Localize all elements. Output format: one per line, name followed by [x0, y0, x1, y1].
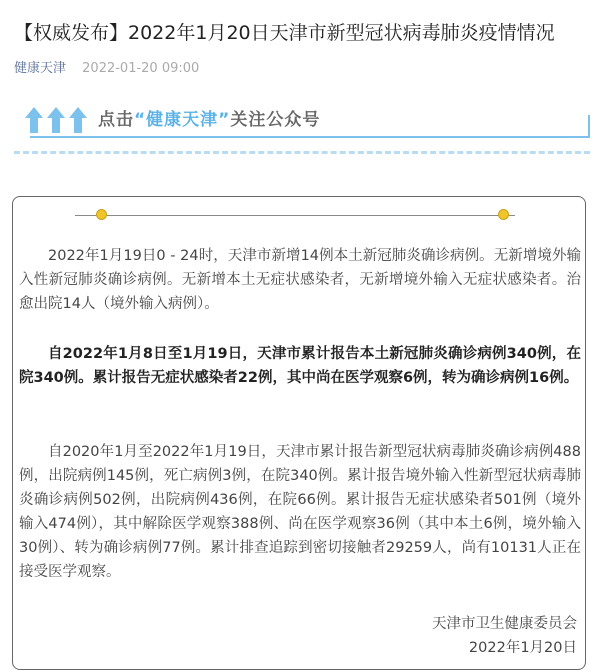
decorative-dot-left-icon: [96, 209, 107, 220]
article-title: 【权威发布】2022年1月20日天津市新型冠状病毒肺炎疫情情况: [14, 22, 555, 44]
banner-corner: [588, 115, 590, 138]
banner-underline: [30, 136, 590, 138]
signature-date: 2022年1月20日: [468, 640, 577, 656]
decorative-dot-right-icon: [498, 209, 509, 220]
signature: 天津市卫生健康委员会: [432, 616, 577, 632]
banner-text: [98, 109, 320, 131]
banner-prefix: 点击: [98, 110, 134, 130]
paragraph-daily: 2022年1月19日0 - 24时，天津市新增14例本土新冠肺炎确诊病例。无新增境外输入性新冠肺炎确诊病例。无新增本土无症状感染者，无新增境外输入无症状感染者。治愈出院14人（境外输入病例）。: [19, 248, 581, 312]
author-link[interactable]: 健康天津: [14, 61, 67, 76]
decorative-line: [75, 215, 515, 216]
banner-suffix: 关注公众号: [230, 110, 321, 130]
content-card: [12, 196, 586, 670]
up-arrows-icon: [24, 106, 90, 134]
paragraph-cumulative-total: 自2020年1月至2022年1月19日，天津市累计报告新型冠状病毒肺炎确诊病例488例，出院病例145例，死亡病例3例，在院340例。累计报告境外输入性新型冠状病毒肺炎确诊病例502例，出院病例436例，在院66例。累计报告无症状感染者501例（境外输入474例），其中解除医学观察388例、尚在医学观察36例（其中本土6例，境外输入30例）、转为确诊病例77例。累计排查追踪到密切接触者29259人，尚有10131人正在接受医学观察。: [19, 444, 581, 580]
dashed-divider: [14, 151, 590, 154]
article-meta: [14, 60, 199, 78]
paragraph-cumulative-local: 自2022年1月8日至1月19日，天津市累计报告本土新冠肺炎确诊病例340例，在院340例。累计报告无症状感染者22例，其中尚在医学观察6例，转为确诊病例16例。: [19, 346, 581, 386]
follow-banner[interactable]: [20, 100, 590, 140]
publish-date: 2022-01-20 09:00: [82, 61, 200, 76]
banner-account: “健康天津”: [134, 110, 231, 130]
